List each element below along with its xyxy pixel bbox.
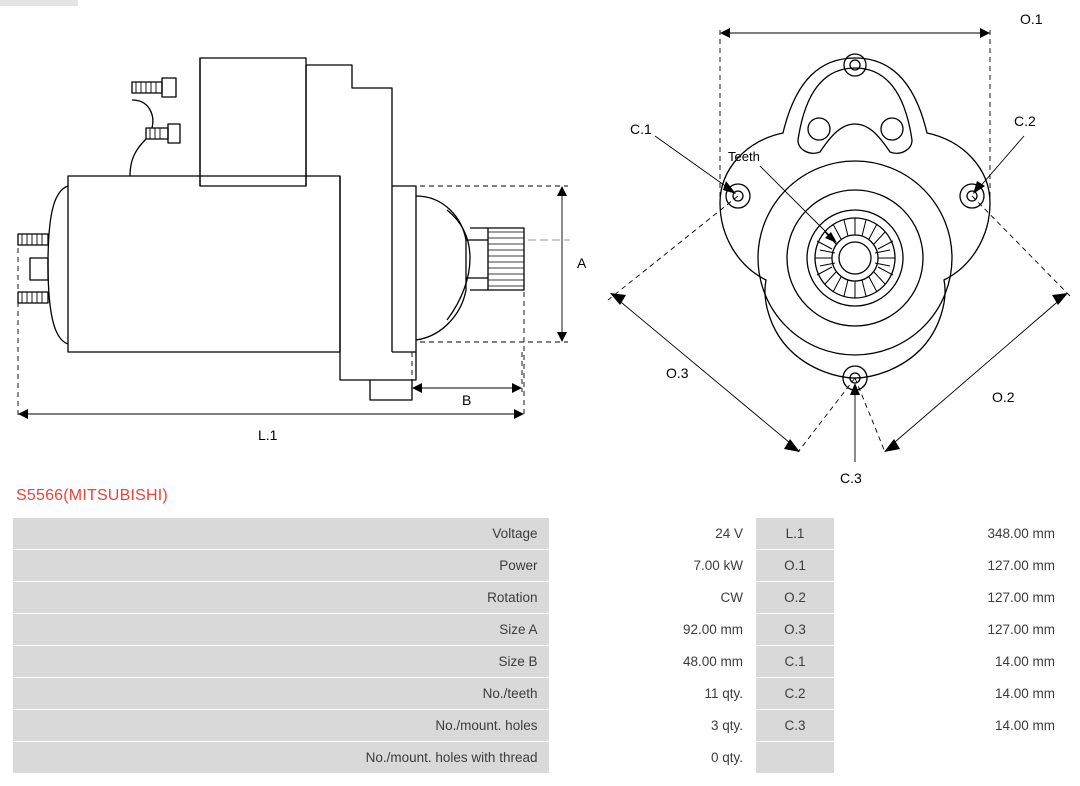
- table-row: [13, 710, 1068, 742]
- spec-value: 92.00 mm: [550, 614, 756, 646]
- dimension-label-c2: C.2: [1014, 113, 1036, 129]
- dimension-label-o2: O.2: [992, 389, 1015, 405]
- spec-label: No./mount. holes with thread: [13, 742, 550, 774]
- dimension-label-l1: L.1: [258, 427, 278, 443]
- spec-value: 3 qty.: [550, 710, 756, 742]
- spec-label: No./mount. holes: [13, 710, 550, 742]
- dim-code: C.1: [756, 646, 835, 678]
- spec-value: 24 V: [550, 518, 756, 550]
- table-row: [13, 678, 1068, 710]
- dim-code: O.2: [756, 582, 835, 614]
- dim-code: O.1: [756, 550, 835, 582]
- table-row: [13, 614, 1068, 646]
- dimension-label-a: A: [577, 255, 587, 271]
- dim-value: 14.00 mm: [834, 678, 1067, 710]
- dim-code: C.2: [756, 678, 835, 710]
- dim-code: C.3: [756, 710, 835, 742]
- dimension-label-c1: C.1: [630, 121, 652, 137]
- spec-label: Rotation: [13, 582, 550, 614]
- spec-label: Voltage: [13, 518, 550, 550]
- spec-value: 11 qty.: [550, 678, 756, 710]
- starter-side-view-drawing: [0, 0, 620, 490]
- spec-value: 0 qty.: [550, 742, 756, 774]
- table-row: [13, 550, 1068, 582]
- spec-label: No./teeth: [13, 678, 550, 710]
- dim-value: 127.00 mm: [834, 614, 1067, 646]
- dim-code: O.3: [756, 614, 835, 646]
- spec-value: 48.00 mm: [550, 646, 756, 678]
- table-row: [13, 518, 1068, 550]
- product-title: S5566(MITSUBISHI): [16, 487, 168, 504]
- dim-value: 127.00 mm: [834, 582, 1067, 614]
- table-row: [13, 646, 1068, 678]
- spec-value: CW: [550, 582, 756, 614]
- table-row: [13, 742, 1068, 774]
- dim-code: L.1: [756, 518, 835, 550]
- specification-table: [12, 517, 1068, 774]
- teeth-label: Teeth: [728, 149, 760, 164]
- dim-value: 14.00 mm: [834, 710, 1067, 742]
- dimension-label-o1: O.1: [1020, 11, 1043, 27]
- spec-label: Power: [13, 550, 550, 582]
- spec-value: 7.00 kW: [550, 550, 756, 582]
- dimension-label-c3: C.3: [840, 470, 862, 486]
- starter-front-view-drawing: [600, 0, 1080, 490]
- table-row: [13, 582, 1068, 614]
- dim-value: 14.00 mm: [834, 646, 1067, 678]
- spec-label: Size A: [13, 614, 550, 646]
- dim-value: 348.00 mm: [834, 518, 1067, 550]
- spec-label: Size B: [13, 646, 550, 678]
- spec-table-body: [13, 518, 1068, 774]
- dimension-label-o3: O.3: [666, 365, 689, 381]
- empty-code-cell: [756, 742, 835, 774]
- dim-value: 127.00 mm: [834, 550, 1067, 582]
- dimension-label-b: B: [462, 392, 472, 408]
- empty-dim-cell: [834, 742, 1067, 774]
